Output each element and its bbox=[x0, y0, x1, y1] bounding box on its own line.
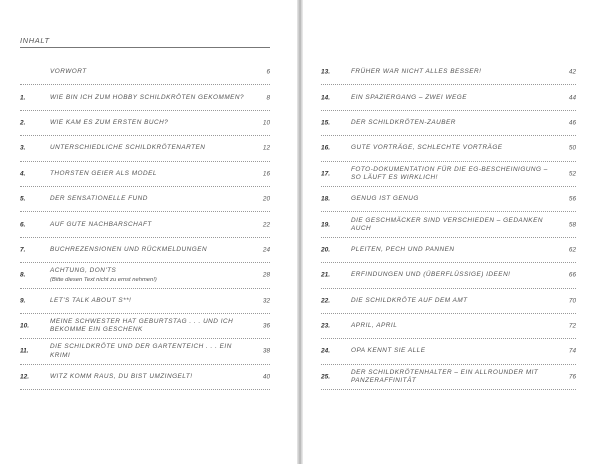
toc-entry bbox=[321, 136, 576, 161]
chapter-title-text: MEINE SCHWESTER HAT GEBURTSTAG . . . UND ICH BEKOMME EIN GESCHENK bbox=[50, 317, 234, 334]
toc-entry bbox=[321, 314, 576, 339]
toc-entry bbox=[321, 111, 576, 136]
chapter-number: 9. bbox=[20, 297, 26, 305]
chapter-number: 5. bbox=[20, 195, 26, 203]
chapter-title-text: VORWORT bbox=[50, 68, 87, 76]
toc-entry bbox=[20, 339, 270, 364]
page-number: 16 bbox=[262, 170, 270, 178]
chapter-title-text: OPA KENNT SIE ALLE bbox=[351, 347, 426, 355]
toc-entry bbox=[20, 136, 270, 161]
chapter-title bbox=[351, 93, 554, 101]
page-number: 32 bbox=[262, 297, 270, 305]
page-number: 46 bbox=[568, 119, 576, 127]
chapter-title-text: ERFINDUNGEN UND (ÜBERFLÜSSIGE) IDEEN! bbox=[351, 271, 511, 279]
chapter-title bbox=[50, 170, 248, 178]
chapter-title-text: PLEITEN, PECH UND PANNEN bbox=[351, 245, 455, 253]
chapter-title bbox=[50, 93, 248, 101]
page-number: 42 bbox=[568, 68, 576, 76]
chapter-title bbox=[50, 220, 248, 228]
chapter-number: 2. bbox=[20, 119, 26, 127]
chapter-number: 19. bbox=[321, 221, 331, 229]
toc-entry bbox=[321, 85, 576, 110]
chapter-title bbox=[50, 246, 248, 254]
chapter-number: 8. bbox=[20, 271, 26, 279]
chapter-title bbox=[351, 297, 554, 305]
chapter-subtitle: (Bitte diesen Text nicht zu ernst nehmen!) bbox=[50, 276, 157, 283]
chapter-title-text: ACHTUNG, DON'TS bbox=[50, 267, 117, 275]
chapter-title bbox=[351, 271, 554, 279]
toc-entry bbox=[20, 85, 270, 110]
chapter-number: 10. bbox=[20, 322, 30, 330]
heading-rule bbox=[20, 47, 270, 48]
right-page bbox=[303, 0, 600, 464]
toc-entry bbox=[321, 212, 576, 237]
chapter-number: 13. bbox=[321, 68, 331, 76]
chapter-number: 12. bbox=[20, 373, 30, 381]
chapter-title-text: DER SCHILDKRÖTENHALTER – EIN ALLROUNDER MIT PANZERAFFINITÄT bbox=[351, 368, 539, 384]
page-number: 72 bbox=[568, 322, 576, 330]
chapter-title bbox=[351, 119, 554, 127]
toc-list-left bbox=[20, 60, 270, 390]
chapter-number: 21. bbox=[321, 271, 331, 279]
chapter-number: 23. bbox=[321, 322, 331, 330]
toc-entry bbox=[20, 187, 270, 212]
page-number: 52 bbox=[568, 170, 576, 178]
chapter-title bbox=[50, 318, 248, 334]
chapter-title-text: DER SCHILDKRÖTEN-ZAUBER bbox=[351, 118, 456, 126]
chapter-title bbox=[351, 369, 554, 385]
page-number: 56 bbox=[568, 195, 576, 203]
page-number: 44 bbox=[568, 94, 576, 102]
chapter-title-text: GENUG IST GENUG bbox=[351, 195, 419, 203]
chapter-number: 4. bbox=[20, 170, 26, 178]
page-number: 10 bbox=[262, 119, 270, 127]
chapter-title-text: THORSTEN GEIER ALS MODEL bbox=[50, 169, 157, 177]
page-number: 24 bbox=[262, 246, 270, 254]
chapter-number: 17. bbox=[321, 170, 331, 178]
left-page bbox=[0, 0, 297, 464]
chapter-title bbox=[351, 216, 554, 232]
toc-entry bbox=[321, 60, 576, 85]
chapter-title-text: EIN SPAZIERGANG – ZWEI WEGE bbox=[351, 93, 467, 101]
chapter-number: 6. bbox=[20, 221, 26, 229]
chapter-title-text: DIE SCHILDKRÖTE UND DER GARTENTEICH . . . EIN KRIMI bbox=[50, 343, 232, 359]
chapter-number: 16. bbox=[321, 144, 331, 152]
toc-list-right bbox=[321, 60, 576, 390]
chapter-title bbox=[50, 343, 248, 359]
chapter-title-text: DIE GESCHMÄCKER SIND VERSCHIEDEN – GEDANKEN AUCH bbox=[351, 216, 543, 232]
chapter-title bbox=[351, 322, 554, 330]
page-number: 38 bbox=[262, 347, 270, 355]
chapter-title-text: APRIL, APRIL bbox=[351, 321, 398, 329]
page-number: 66 bbox=[568, 271, 576, 279]
chapter-number: 7. bbox=[20, 246, 26, 254]
toc-entry bbox=[321, 365, 576, 390]
page-number: 20 bbox=[262, 195, 270, 203]
chapter-title-text: DER SENSATIONELLE FUND bbox=[50, 195, 148, 203]
page-number: 58 bbox=[568, 221, 576, 229]
chapter-title bbox=[351, 195, 554, 203]
toc-entry bbox=[20, 162, 270, 187]
page-number: 74 bbox=[568, 347, 576, 355]
toc-entry bbox=[20, 212, 270, 237]
chapter-number: 20. bbox=[321, 246, 331, 254]
chapter-title-text: AUF GUTE NACHBARSCHAFT bbox=[50, 220, 152, 228]
toc-entry bbox=[20, 60, 270, 85]
page-number: 62 bbox=[568, 246, 576, 254]
toc-entry bbox=[321, 289, 576, 314]
chapter-title-text: LET'S TALK ABOUT S**! bbox=[50, 296, 132, 304]
chapter-title-text: WIE KAM ES ZUM ERSTEN BUCH? bbox=[50, 118, 169, 126]
chapter-title-text: FRÜHER WAR NICHT ALLES BESSER! bbox=[351, 68, 482, 76]
chapter-title bbox=[351, 68, 554, 76]
page-number: 22 bbox=[262, 221, 270, 229]
chapter-number: 25. bbox=[321, 373, 331, 381]
chapter-title bbox=[351, 144, 554, 152]
chapter-title-text: BUCHREZENSIONEN UND RÜCKMELDUNGEN bbox=[50, 245, 208, 253]
page-number: 36 bbox=[262, 322, 270, 330]
chapter-number: 14. bbox=[321, 94, 331, 102]
page-number: 6 bbox=[266, 68, 270, 76]
page-number: 12 bbox=[262, 144, 270, 152]
chapter-number: 24. bbox=[321, 347, 331, 355]
toc-entry bbox=[321, 238, 576, 263]
chapter-title bbox=[50, 68, 248, 76]
toc-entry bbox=[20, 111, 270, 136]
chapter-number: 18. bbox=[321, 195, 331, 203]
chapter-title bbox=[50, 297, 248, 305]
toc-entry bbox=[321, 187, 576, 212]
toc-entry bbox=[321, 263, 576, 288]
toc-entry bbox=[321, 162, 576, 187]
toc-entry bbox=[20, 263, 270, 288]
chapter-number: 11. bbox=[20, 347, 29, 355]
page-number: 28 bbox=[262, 271, 270, 279]
chapter-title bbox=[351, 246, 554, 254]
page-number: 8 bbox=[266, 94, 270, 102]
chapter-title-text: FOTO-DOKUMENTATION FÜR DIE EG-BESCHEINIGUNG – SO LÄUFT ES WIRKLICH! bbox=[351, 165, 548, 181]
chapter-number: 3. bbox=[20, 144, 26, 152]
chapter-title bbox=[50, 267, 248, 283]
toc-entry bbox=[20, 289, 270, 314]
chapter-number: 1. bbox=[20, 94, 26, 102]
chapter-title-text: UNTERSCHIEDLICHE SCHILDKRÖTENARTEN bbox=[50, 144, 206, 152]
page-number: 76 bbox=[568, 373, 576, 381]
chapter-title bbox=[50, 119, 248, 127]
chapter-title bbox=[50, 144, 248, 152]
toc-entry bbox=[321, 339, 576, 364]
page-number: 40 bbox=[262, 373, 270, 381]
chapter-title-text: WITZ KOMM RAUS, DU BIST UMZINGELT! bbox=[50, 372, 193, 380]
toc-heading: INHALT bbox=[20, 36, 50, 45]
chapter-title-text: WIE BIN ICH ZUM HOBBY SCHILDKRÖTEN GEKOMMEN? bbox=[50, 93, 245, 101]
chapter-title-text: GUTE VORTRÄGE, SCHLECHTE VORTRÄGE bbox=[351, 144, 503, 152]
toc-entry bbox=[20, 238, 270, 263]
chapter-title-text: DIE SCHILDKRÖTE AUF DEM AMT bbox=[351, 296, 468, 304]
chapter-title bbox=[351, 347, 554, 355]
page-number: 50 bbox=[568, 144, 576, 152]
chapter-number: 22. bbox=[321, 297, 331, 305]
chapter-title bbox=[351, 166, 554, 182]
page-number: 70 bbox=[568, 297, 576, 305]
toc-entry bbox=[20, 365, 270, 390]
toc-entry bbox=[20, 314, 270, 339]
chapter-title bbox=[50, 373, 248, 381]
chapter-number: 15. bbox=[321, 119, 331, 127]
chapter-title bbox=[50, 195, 248, 203]
